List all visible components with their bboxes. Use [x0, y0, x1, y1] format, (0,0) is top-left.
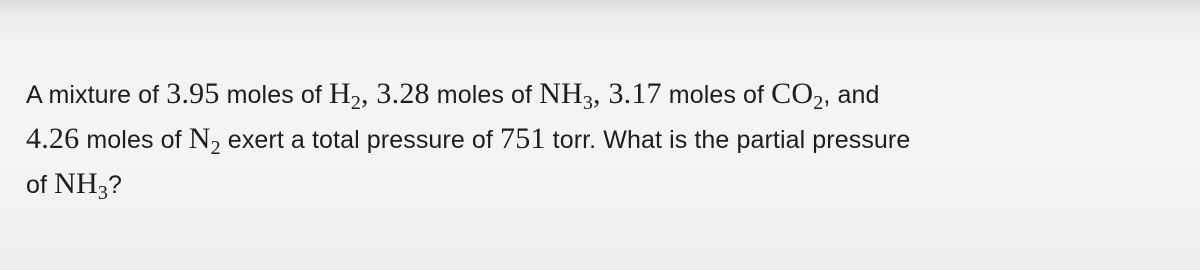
question-mark: ?: [108, 171, 123, 199]
formula-base: NH: [539, 77, 583, 110]
moles-nh3-value: 3.28: [376, 77, 430, 110]
question-text: [26, 72, 1186, 207]
moles-n2-value: 4.26: [26, 122, 80, 155]
formula-base: CO: [771, 77, 814, 110]
formula-nh3: [539, 77, 594, 114]
formula-base: H: [328, 77, 351, 110]
text-segment: , and: [823, 81, 880, 109]
comma: ,: [593, 77, 609, 110]
question-line-3: [26, 162, 1186, 207]
text-segment: moles of: [429, 81, 540, 109]
question-line-1: [26, 72, 1186, 117]
moles-co2-value: 3.17: [608, 77, 662, 110]
text-segment: torr. What is the partial pressure: [545, 126, 911, 154]
top-edge-shadow: [0, 0, 1200, 14]
formula-n2: [188, 122, 221, 159]
text-segment: moles of: [79, 126, 189, 154]
total-pressure-value: 751: [500, 122, 546, 155]
text-segment: A mixture of: [26, 81, 167, 109]
formula-subscript: 2: [813, 92, 824, 114]
formula-nh3: [54, 167, 109, 204]
formula-base: N: [188, 122, 211, 155]
formula-h2: [328, 77, 362, 114]
text-segment: moles of: [661, 81, 772, 109]
formula-base: NH: [54, 167, 98, 200]
formula-co2: [771, 77, 824, 114]
formula-subscript: 2: [210, 137, 221, 159]
moles-h2-value: 3.95: [166, 77, 220, 110]
formula-subscript: 3: [582, 92, 594, 114]
comma: ,: [361, 77, 377, 110]
text-segment: of: [26, 171, 55, 199]
formula-subscript: 3: [97, 182, 109, 204]
question-line-2: [26, 117, 1186, 162]
text-segment: moles of: [219, 81, 329, 109]
text-segment: exert a total pressure of: [220, 126, 500, 154]
formula-subscript: 2: [350, 92, 362, 114]
